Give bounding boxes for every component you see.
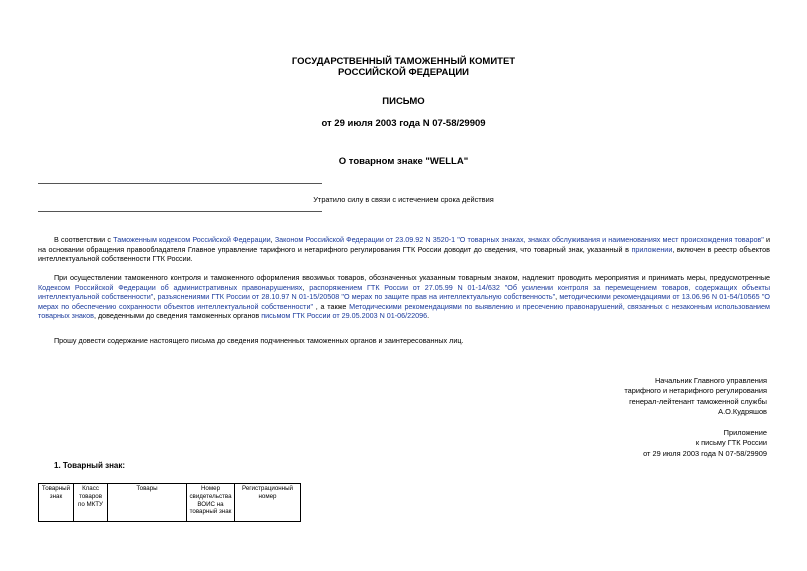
col-registration-number: Регистрационный номер <box>235 484 301 522</box>
col-goods: Товары <box>108 484 187 522</box>
link-trademark-law[interactable]: Законом Российской Федерации от 23.09.92 N 3520-1 "О товарных знаках, знаках обслуживания и наименованиях мест происхождения товаров" <box>274 235 764 244</box>
link-clarifications-01-15-20508[interactable]: разъяснениями ГТК России от 28.10.97 N 01-15/20508 "О мерах по защите прав на интеллектуальную собственность" <box>157 292 556 302</box>
appendix-line-1: Приложение <box>723 428 767 437</box>
divider-top <box>38 183 322 184</box>
link-recommendations-01-54-10565[interactable]: методическими рекомендациями от 13.06.96 N 01-54/10565 "О мерах по обеспечению сохранности объектов интеллектуальной собственности" <box>38 292 770 311</box>
signature-line-1: Начальник Главного управления <box>654 376 767 385</box>
link-appendix[interactable]: приложении <box>631 244 673 254</box>
link-letter-01-06-22096[interactable]: письмом ГТК России от 29.05.2003 N 01-06/22096 <box>261 311 428 321</box>
appendix-line-2: к письму ГТК России <box>695 438 767 448</box>
appendix-block <box>643 428 767 459</box>
divider-bottom <box>38 211 322 212</box>
status-note: Утратило силу в связи с истечением срока действия <box>313 195 494 204</box>
link-customs-code[interactable]: Таможенным кодексом Российской Федерации <box>113 235 271 244</box>
document-type: ПИСЬМО <box>382 96 425 107</box>
signature-line-3: генерал-лейтенант таможенной службы <box>629 396 767 406</box>
paragraph-2: При осуществлении таможенного контроля и таможенного оформления ввозимых товаров, обозначенных указанным товарным знаком, надлежит проводить мероприятия и принимать меры, предусмотренные Кодексом Российской Федерации об административных правонарушениях, распоряжением ГТК России от 27.05.99 N 01-14/632 "Об усилении контроля за перемещением товаров, содержащих объекты интеллектуальной собственности", разъяснениями ГТК России от 28.10.97 N 01-15/20508 "О мерах по защите прав на интеллектуальную собственность", методическими рекомендациями от 13.06.96 N 01-54/10565 "О мерах по обеспечению сохранности объектов интеллектуальной собственности" , а также Методическими рекомендациями по выявлению и пресечению правонарушений, связанных с незаконным использованием товарных знаков, доведенными до сведения таможенных органов письмом ГТК России от 29.05.2003 N 01-06/22096. <box>38 273 771 321</box>
signature-name: А.О.Кудряшов <box>718 407 767 417</box>
header-line-2: РОССИЙСКОЙ ФЕДЕРАЦИИ <box>337 67 469 78</box>
paragraph-3: Прошу довести содержание настоящего письма до сведения подчиненных таможенных органов и заинтересованных лиц. <box>54 336 464 345</box>
col-wipo-number: Номер свидетельства ВОИС на товарный знак <box>187 484 235 522</box>
header-line-1: ГОСУДАРСТВЕННЫЙ ТАМОЖЕННЫЙ КОМИТЕТ <box>291 56 516 67</box>
col-class: Класс товаров по МКТУ <box>74 484 108 522</box>
document-subject: О товарном знаке "WELLA" <box>338 156 469 167</box>
link-order-01-14-632[interactable]: распоряжением ГТК России от 27.05.99 N 01-14/632 "Об усилении контроля за перемещением товаров, содержащих объекты интеллектуальной собственности" <box>38 282 771 302</box>
signature-line-2: тарифного и нетарифного регулирования <box>624 386 767 396</box>
table-header-row <box>39 484 301 522</box>
section-title: 1. Товарный знак: <box>54 461 126 470</box>
link-administrative-code[interactable]: Кодексом Российской Федерации об административных правонарушениях <box>38 282 303 292</box>
trademark-table <box>38 483 301 522</box>
paragraph-1: В соответствии с Таможенным кодексом Российской Федерации, Законом Российской Федерации от 23.09.92 N 3520-1 "О товарных знаках, знаках обслуживания и наименованиях мест происхождения товаров" и на основании обращения правообладателя Главное управление тарифного и нетарифного регулирования ГТК России доводит до сведения, что товарный знак, указанный в приложении, включен в реестр объектов интеллектуальной собственности ГТК России. <box>38 235 770 264</box>
link-methodical-recommendations[interactable]: Методическими рекомендациями по выявлению и пресечению правонарушений, связанных с незаконным использованием товарных знаков <box>38 301 770 321</box>
document-date: от 29 июля 2003 года N 07-58/29909 <box>321 118 486 129</box>
col-trademark: Товарный знак <box>39 484 74 522</box>
appendix-line-3: от 29 июля 2003 года N 07-58/29909 <box>643 448 767 458</box>
signature-block <box>624 376 767 418</box>
